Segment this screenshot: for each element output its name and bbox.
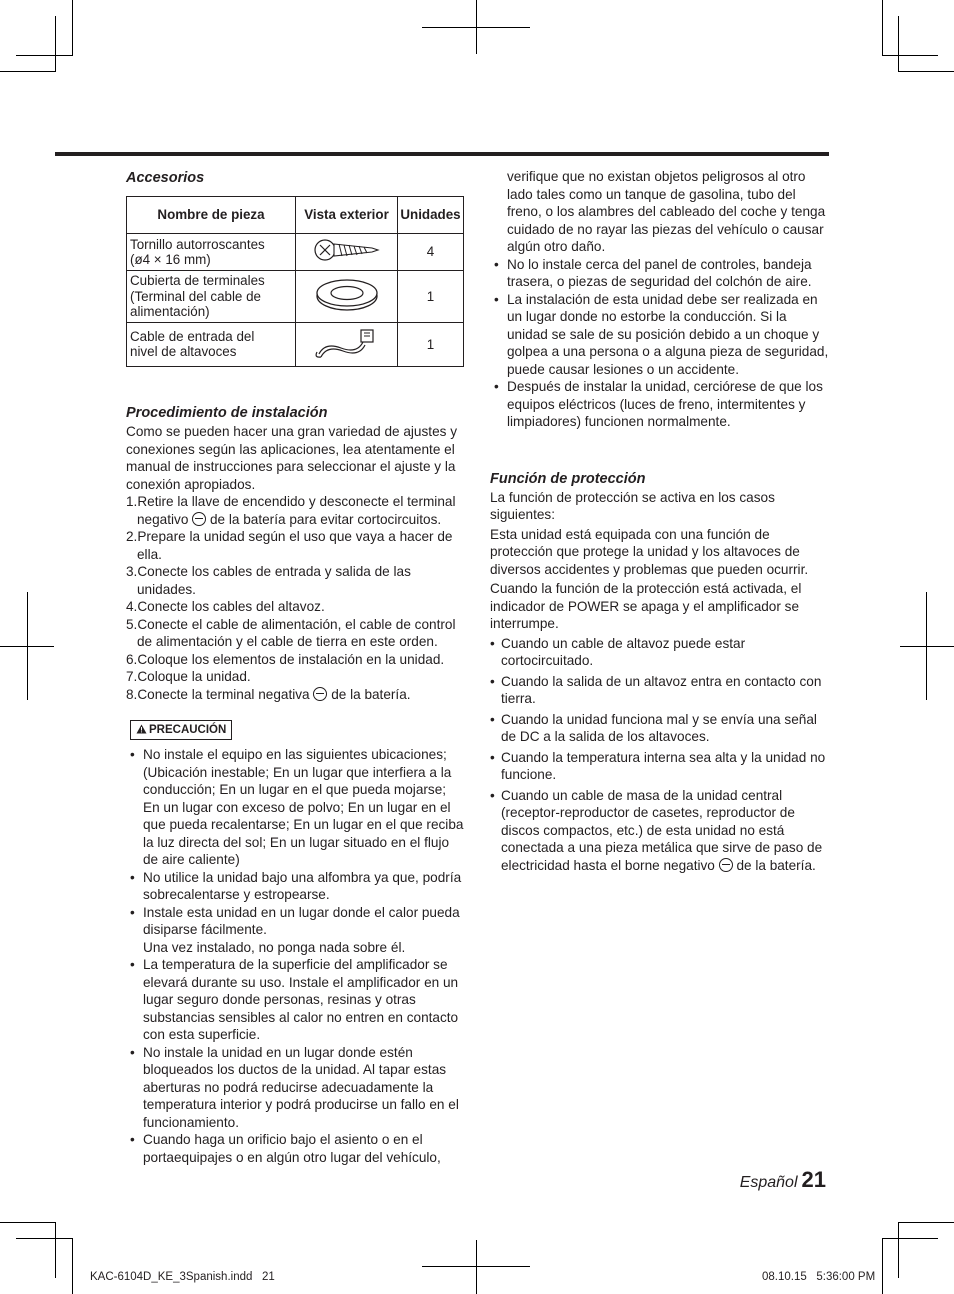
list-item: 2.Prepare la unidad según el uso que vaya a hacer de ella. xyxy=(126,529,453,562)
list-item xyxy=(126,686,466,704)
protection-title: Función de protección xyxy=(490,470,646,487)
list-item-text: de la batería. xyxy=(736,857,816,873)
list-item-continued xyxy=(490,168,830,256)
timestamp-slug: 08.10.15 5:36:00 PM xyxy=(762,1271,876,1283)
list-item-text: verifique que no existan objetos peligrosos al otro lado tales como un tanque de gasolina, tubo del freno, o los alambres del cableado del coche y tenga cuidado de no rayar las piezas del vehículo o causar algún otro daño. xyxy=(507,169,826,254)
header-part-name: Nombre de pieza xyxy=(127,197,296,234)
part-name-cell xyxy=(127,322,296,367)
procedure-title: Procedimiento de instalación xyxy=(126,405,328,421)
exterior-view-cell xyxy=(296,234,398,271)
accessories-title: Accesorios xyxy=(126,170,205,186)
table-row xyxy=(127,271,464,323)
protection-list xyxy=(490,635,830,875)
warning-triangle-icon xyxy=(136,724,147,734)
list-item: 7.Coloque la unidad. xyxy=(126,669,251,684)
list-item xyxy=(126,493,466,528)
step-text: 1.Retire la llave de encendido y desconecte el terminal negativo xyxy=(126,494,456,527)
list-item: • La temperatura de la superficie del amplificador se elevará durante su uso. Instale el amplificador en un lugar seguro donde personas, resinas y otras substancias sensibles al calor no entren en contacto con esta superficie. xyxy=(126,956,466,1044)
list-item: • No utilice la unidad bajo una alfombra ya que, podría sobrecalentarse y estropearse. xyxy=(126,869,466,904)
accessories-table xyxy=(126,196,464,367)
table-header-row xyxy=(127,197,464,234)
step-text: de la batería. xyxy=(331,686,411,702)
list-item-text: Cuando un cable de masa de la unidad central (receptor-reproductor de casetes, reproductor de discos compactos, etc.) de esta unidad no está conectada a una pieza metálica que sirve de paso de electricidad hasta el borne negativo xyxy=(501,787,823,873)
list-item: • No instale el equipo en las siguientes ubicaciones; (Ubicación inestable; En un lugar que interfiera a la conducción; En un lugar en el que pueda mojarse; En un lugar con exceso de polvo; En un lugar en el que pueda recalentarse; En un lugar en el que reciba la luz directa del sol; En un lugar situado en el flujo de aire caliente) xyxy=(126,746,466,869)
procedure-steps xyxy=(126,493,466,703)
caution-list-continued xyxy=(490,168,830,431)
screw-icon xyxy=(312,236,382,264)
list-item-text: Instale esta unidad en un lugar donde el calor pueda disiparse fácilmente. xyxy=(143,904,460,937)
protection-p1: La función de protección se activa en los casos siguientes: xyxy=(490,489,775,522)
file-slug: KAC-6104D_KE_3Spanish.indd 21 xyxy=(90,1271,275,1283)
part-name-cell xyxy=(127,271,296,323)
step-text: 8.Conecte la terminal negativa xyxy=(126,686,310,702)
list-item xyxy=(126,904,466,957)
cable-icon xyxy=(311,324,383,362)
part-name-cell xyxy=(127,234,296,271)
list-item: • La instalación de esta unidad debe ser realizada en un lugar donde no estorbe la conducción. Si la unidad se sale de su posición debido a un choque y golpea a una persona o a alguna pieza de seguridad, puede causar lesiones o un accidente. xyxy=(490,291,830,379)
list-item: • Después de instalar la unidad, cerciórese de que los equipos eléctricos (luces de freno, intermitentes y limpiadores) funcionen normalmente. xyxy=(490,378,830,431)
right-column xyxy=(490,168,830,874)
list-item: 4.Conecte los cables del altavoz. xyxy=(126,599,325,614)
page-number-value: 21 xyxy=(801,1167,826,1192)
table-row xyxy=(127,322,464,367)
ring-cover-icon xyxy=(312,275,382,315)
protection-p2: Esta unidad está equipada con una función de protección que protege la unidad y los altavoces de diversos accidentes y problemas que pueden ocurrir. xyxy=(490,526,809,577)
step-text: de la batería para evitar cortocircuitos. xyxy=(209,511,442,527)
part-name-line: Tornillo autorroscantes xyxy=(130,236,265,252)
exterior-view-cell xyxy=(296,271,398,323)
units-cell: 4 xyxy=(398,234,464,271)
minus-terminal-icon xyxy=(192,512,206,526)
part-name-line: Cubierta de terminales xyxy=(130,273,265,288)
units-cell: 1 xyxy=(398,271,464,323)
protection-p3: Cuando la función de la protección está activada, el indicador de POWER se apaga y el amplificador se interrumpe. xyxy=(490,581,802,631)
part-name-line: nivel de altavoces xyxy=(130,344,237,360)
language-label: Español xyxy=(739,1174,798,1191)
list-item: 5.Conecte el cable de alimentación, el cable de control de alimentación y el cable de tierra en este orden. xyxy=(126,616,456,649)
left-column xyxy=(126,168,466,1166)
list-item-text: Una vez instalado, no ponga nada sobre él. xyxy=(143,939,406,955)
list-item: • Cuando un cable de altavoz puede estar cortocircuitado. xyxy=(490,635,830,670)
caution-badge-wrap xyxy=(130,720,466,740)
minus-terminal-icon xyxy=(719,858,733,872)
part-name-line: alimentación) xyxy=(130,304,210,319)
list-item: • Cuando la unidad funciona mal y se envía una señal de DC a la salida de los altavoces. xyxy=(490,711,830,746)
caution-badge xyxy=(130,720,232,740)
part-name-line: (Terminal del cable de xyxy=(130,288,261,304)
list-item: • Cuando la salida de un altavoz entra en contacto con tierra. xyxy=(490,673,830,708)
list-item: • Cuando la temperatura interna sea alta y la unidad no funcione. xyxy=(490,749,830,784)
header-rule xyxy=(55,152,829,156)
units-cell: 1 xyxy=(398,322,464,367)
list-item: • No instale la unidad en un lugar donde estén bloqueados los ductos de la unidad. Al tapar estas aberturas no podrá reducirse adecuadamente la temperatura interior y podrá producirse un fallo en el funcionamiento. xyxy=(126,1044,466,1132)
caution-label: PRECAUCIÓN xyxy=(149,724,227,736)
procedure-intro: Como se pueden hacer una gran variedad de ajustes y conexiones según las aplicaciones, lea atentamente el manual de instrucciones para seleccionar el ajuste y la conexión apropiados. xyxy=(126,424,457,492)
list-item: • No lo instale cerca del panel de controles, bandeja trasera, o piezas de seguridad del colchón de aire. xyxy=(490,256,830,291)
table-row xyxy=(127,234,464,271)
minus-terminal-icon xyxy=(313,687,327,701)
caution-list xyxy=(126,746,466,1166)
list-item: • Cuando haga un orificio bajo el asiento o en el portaequipajes o en algún otro lugar del vehículo, xyxy=(126,1131,466,1166)
part-name-line: Cable de entrada del xyxy=(130,328,255,344)
list-item xyxy=(490,787,830,875)
header-exterior-view: Vista exterior xyxy=(296,197,398,234)
list-item: 3.Conecte los cables de entrada y salida de las unidades. xyxy=(126,564,411,597)
part-name-line: (ø4 × 16 mm) xyxy=(130,252,211,267)
header-units: Unidades xyxy=(398,197,464,234)
exterior-view-cell xyxy=(296,322,398,367)
list-item: 6.Coloque los elementos de instalación en la unidad. xyxy=(126,651,445,667)
page-number xyxy=(740,1167,826,1193)
